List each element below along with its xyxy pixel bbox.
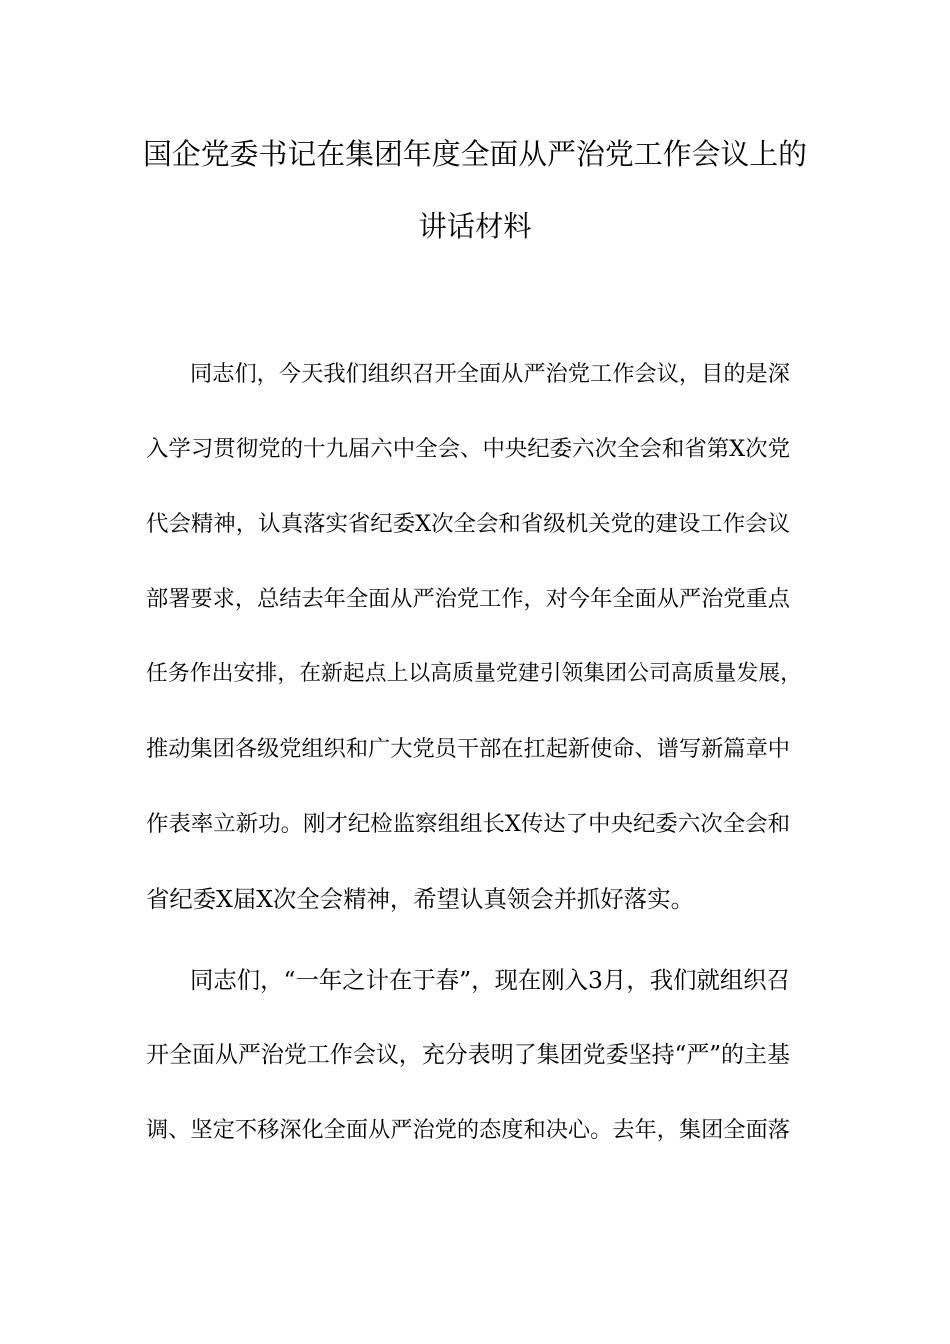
paragraph-1-line-6: 推动集团各级党组织和广大党员干部在扛起新使命、谱写新篇章中 (146, 736, 790, 762)
paragraph-2-line-1: 同志们，“一年之计在于春”，现在刚入3月，我们就组织召 (190, 966, 791, 994)
paragraph-1-line-1: 同志们，今天我们组织召开全面从严治党工作会议，目的是深 (190, 361, 790, 387)
paragraph-1-line-3: 代会精神，认真落实省纪委Ⅹ次全会和省级机关党的建设工作会议 (146, 511, 791, 537)
document-title-line-2: 讲话材料 (418, 210, 532, 243)
document-title-line-1: 国企党委书记在集团年度全面从严治党工作会议上的 (143, 137, 807, 171)
paragraph-1-line-5: 任务作出安排，在新起点上以高质量党建引领集团公司高质量发展， (146, 661, 803, 686)
paragraph-1-line-8: 省纪委Ⅹ届Ⅹ次全会精神，希望认真领会并抓好落实。 (146, 885, 694, 913)
paragraph-1-line-2: 入学习贯彻党的十九届六中全会、中央纪委六次全会和省第Ⅹ次党 (146, 436, 791, 462)
paragraph-1-line-4: 部署要求，总结去年全面从严治党工作，对今年全面从严治党重点 (146, 586, 790, 612)
paragraph-1-line-7: 作表率立新功。刚才纪检监察组组长Ⅹ传达了中央纪委六次全会和 (146, 811, 791, 837)
paragraph-2-line-3: 调、坚定不移深化全面从严治党的态度和决心。去年，集团全面落 (146, 1117, 790, 1143)
paragraph-2-line-2: 开全面从严治党工作会议，充分表明了集团党委坚持“严”的主基 (146, 1042, 790, 1068)
